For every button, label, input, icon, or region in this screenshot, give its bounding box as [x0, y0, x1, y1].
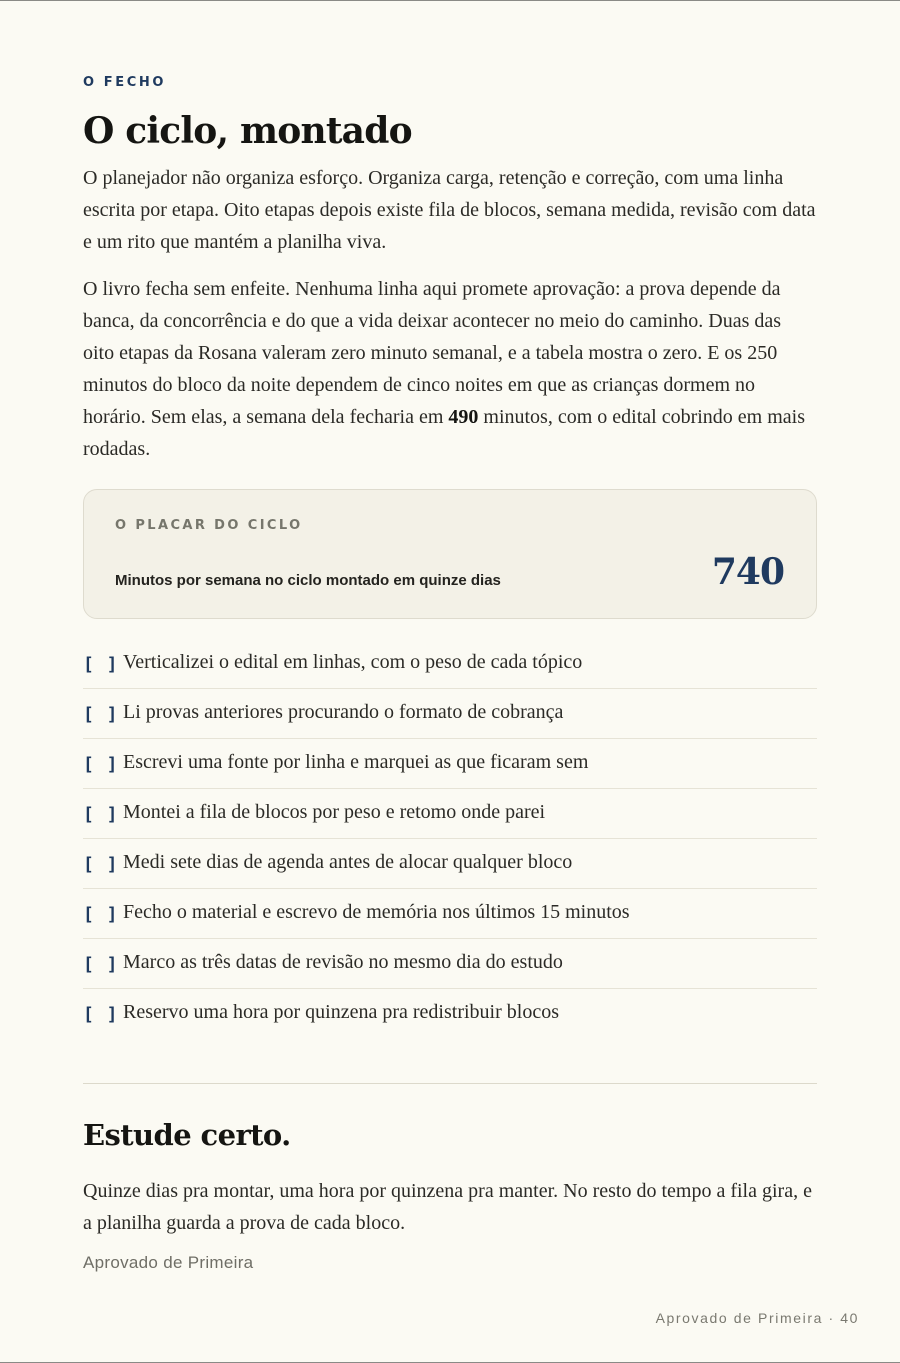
- checklist-item[interactable]: [83, 639, 817, 689]
- checklist-item[interactable]: [83, 939, 817, 989]
- closing-paragraph: Quinze dias pra montar, uma hora por quinzena pra manter. No resto do tempo a fila gira, e a planilha guarda a prova de cada bloco.: [83, 1180, 812, 1234]
- checklist: [83, 639, 817, 1039]
- checkbox-icon[interactable]: [ ]: [83, 1004, 119, 1025]
- checklist-item-label: Escrevi uma fonte por linha e marquei as que ficaram sem: [123, 751, 589, 773]
- cycle-score-card: [83, 489, 817, 619]
- score-description: Minutos por semana no ciclo montado em quinze dias: [115, 572, 501, 589]
- section-divider: [83, 1083, 817, 1084]
- book-signature: Aprovado de Primeira: [83, 1253, 254, 1272]
- page-title: O ciclo, montado: [83, 110, 412, 152]
- checklist-item[interactable]: [83, 789, 817, 839]
- caveat-text-start: O livro fecha sem enfeite. Nenhuma linha aqui promete aprovação: a prova depende da banca, da concorrência e do que a vida deixar acontecer no meio do caminho. Duas das oito etapas da Rosana valeram zero minuto semanal, e a tabela mostra o zero. E os 250 minutos do bloco da noite dependem de cinco noites em que as crianças dormem no horário. Sem elas, a semana dela fecharia em: [83, 278, 782, 428]
- checklist-item-label: Marco as três datas de revisão no mesmo dia do estudo: [123, 951, 563, 973]
- checkbox-icon[interactable]: [ ]: [83, 754, 119, 775]
- caveat-text-end: minutos, com o edital cobrindo em mais rodadas.: [83, 406, 806, 460]
- score-label: O PLACAR DO CICLO: [115, 518, 303, 533]
- checklist-item-label: Verticalizei o edital em linhas, com o peso de cada tópico: [123, 651, 583, 673]
- caveat-paragraph: [83, 273, 817, 465]
- checkbox-icon[interactable]: [ ]: [83, 954, 119, 975]
- intro-paragraph: O planejador não organiza esforço. Organiza carga, retenção e correção, com uma linha escrita por etapa. Oito etapas depois existe fila de blocos, semana medida, revisão com data e um rito que mantém a planilha viva.: [83, 167, 816, 253]
- checklist-item[interactable]: [83, 989, 817, 1039]
- checkbox-icon[interactable]: [ ]: [83, 904, 119, 925]
- checkbox-icon[interactable]: [ ]: [83, 704, 119, 725]
- checklist-item-label: Li provas anteriores procurando o formato de cobrança: [123, 701, 564, 723]
- checkbox-icon[interactable]: [ ]: [83, 654, 119, 675]
- score-value: 740: [711, 551, 784, 593]
- checkbox-icon[interactable]: [ ]: [83, 804, 119, 825]
- checklist-item[interactable]: [83, 689, 817, 739]
- minutes-emphasis: 490: [448, 406, 479, 428]
- checkbox-icon[interactable]: [ ]: [83, 854, 119, 875]
- page-footer: Aprovado de Primeira · 40: [655, 1310, 859, 1326]
- checklist-item[interactable]: [83, 839, 817, 889]
- section-kicker: O FECHO: [83, 75, 167, 90]
- checklist-item-label: Fecho o material e escrevo de memória nos últimos 15 minutos: [123, 901, 630, 923]
- checklist-item-label: Medi sete dias de agenda antes de alocar qualquer bloco: [123, 851, 573, 873]
- checklist-item[interactable]: [83, 739, 817, 789]
- checklist-item-label: Montei a fila de blocos por peso e retomo onde parei: [123, 801, 546, 823]
- closing-title: Estude certo.: [83, 1118, 291, 1152]
- checklist-item[interactable]: [83, 889, 817, 939]
- checklist-item-label: Reservo uma hora por quinzena pra redistribuir blocos: [123, 1001, 559, 1023]
